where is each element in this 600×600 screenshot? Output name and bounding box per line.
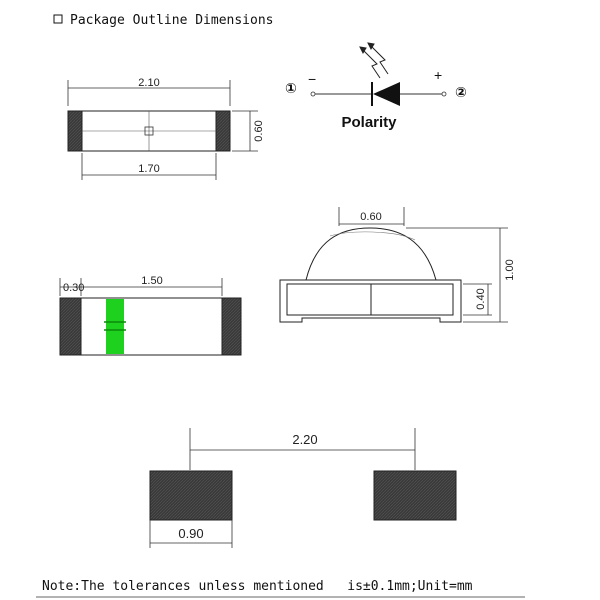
pin1-label: ① — [285, 80, 297, 96]
side-lens-label: 0.60 — [360, 211, 382, 223]
minus-sign: − — [308, 71, 317, 87]
left-pad — [150, 471, 232, 520]
light-emission-icon — [360, 43, 388, 78]
cathode-mark — [106, 299, 124, 354]
plus-sign: + — [434, 67, 443, 83]
pin2-label: ② — [455, 84, 467, 100]
page-title: Package Outline Dimensions — [70, 13, 274, 28]
right-pad — [374, 471, 456, 520]
bottom-left-terminal — [60, 298, 81, 355]
top-left-terminal — [68, 111, 82, 151]
polarity-symbol — [285, 43, 467, 131]
diode-icon — [373, 82, 400, 106]
side-view — [280, 207, 516, 322]
bottom-right-terminal — [222, 298, 241, 355]
lens-dome — [306, 228, 436, 280]
pad-width-label: 0.90 — [178, 526, 204, 541]
polarity-label: Polarity — [341, 114, 397, 131]
side-body-label: 0.40 — [475, 288, 487, 310]
top-width-label: 0.60 — [253, 120, 265, 142]
top-right-terminal — [216, 111, 230, 151]
top-length-label: 2.10 — [138, 77, 160, 89]
title-checkbox-icon — [54, 15, 62, 23]
side-height-label: 1.00 — [504, 259, 516, 281]
top-view — [68, 77, 265, 180]
bottom-span-label: 1.50 — [141, 275, 163, 287]
footprint — [150, 428, 456, 548]
top-inner-label: 1.70 — [138, 163, 160, 175]
bottom-edge-label: 0.30 — [63, 282, 85, 294]
tolerance-note: Note:The tolerances unless mentioned is±0.1mm;Unit=mm — [42, 579, 473, 594]
pad-pitch-label: 2.20 — [292, 432, 318, 447]
bottom-view — [60, 275, 241, 355]
